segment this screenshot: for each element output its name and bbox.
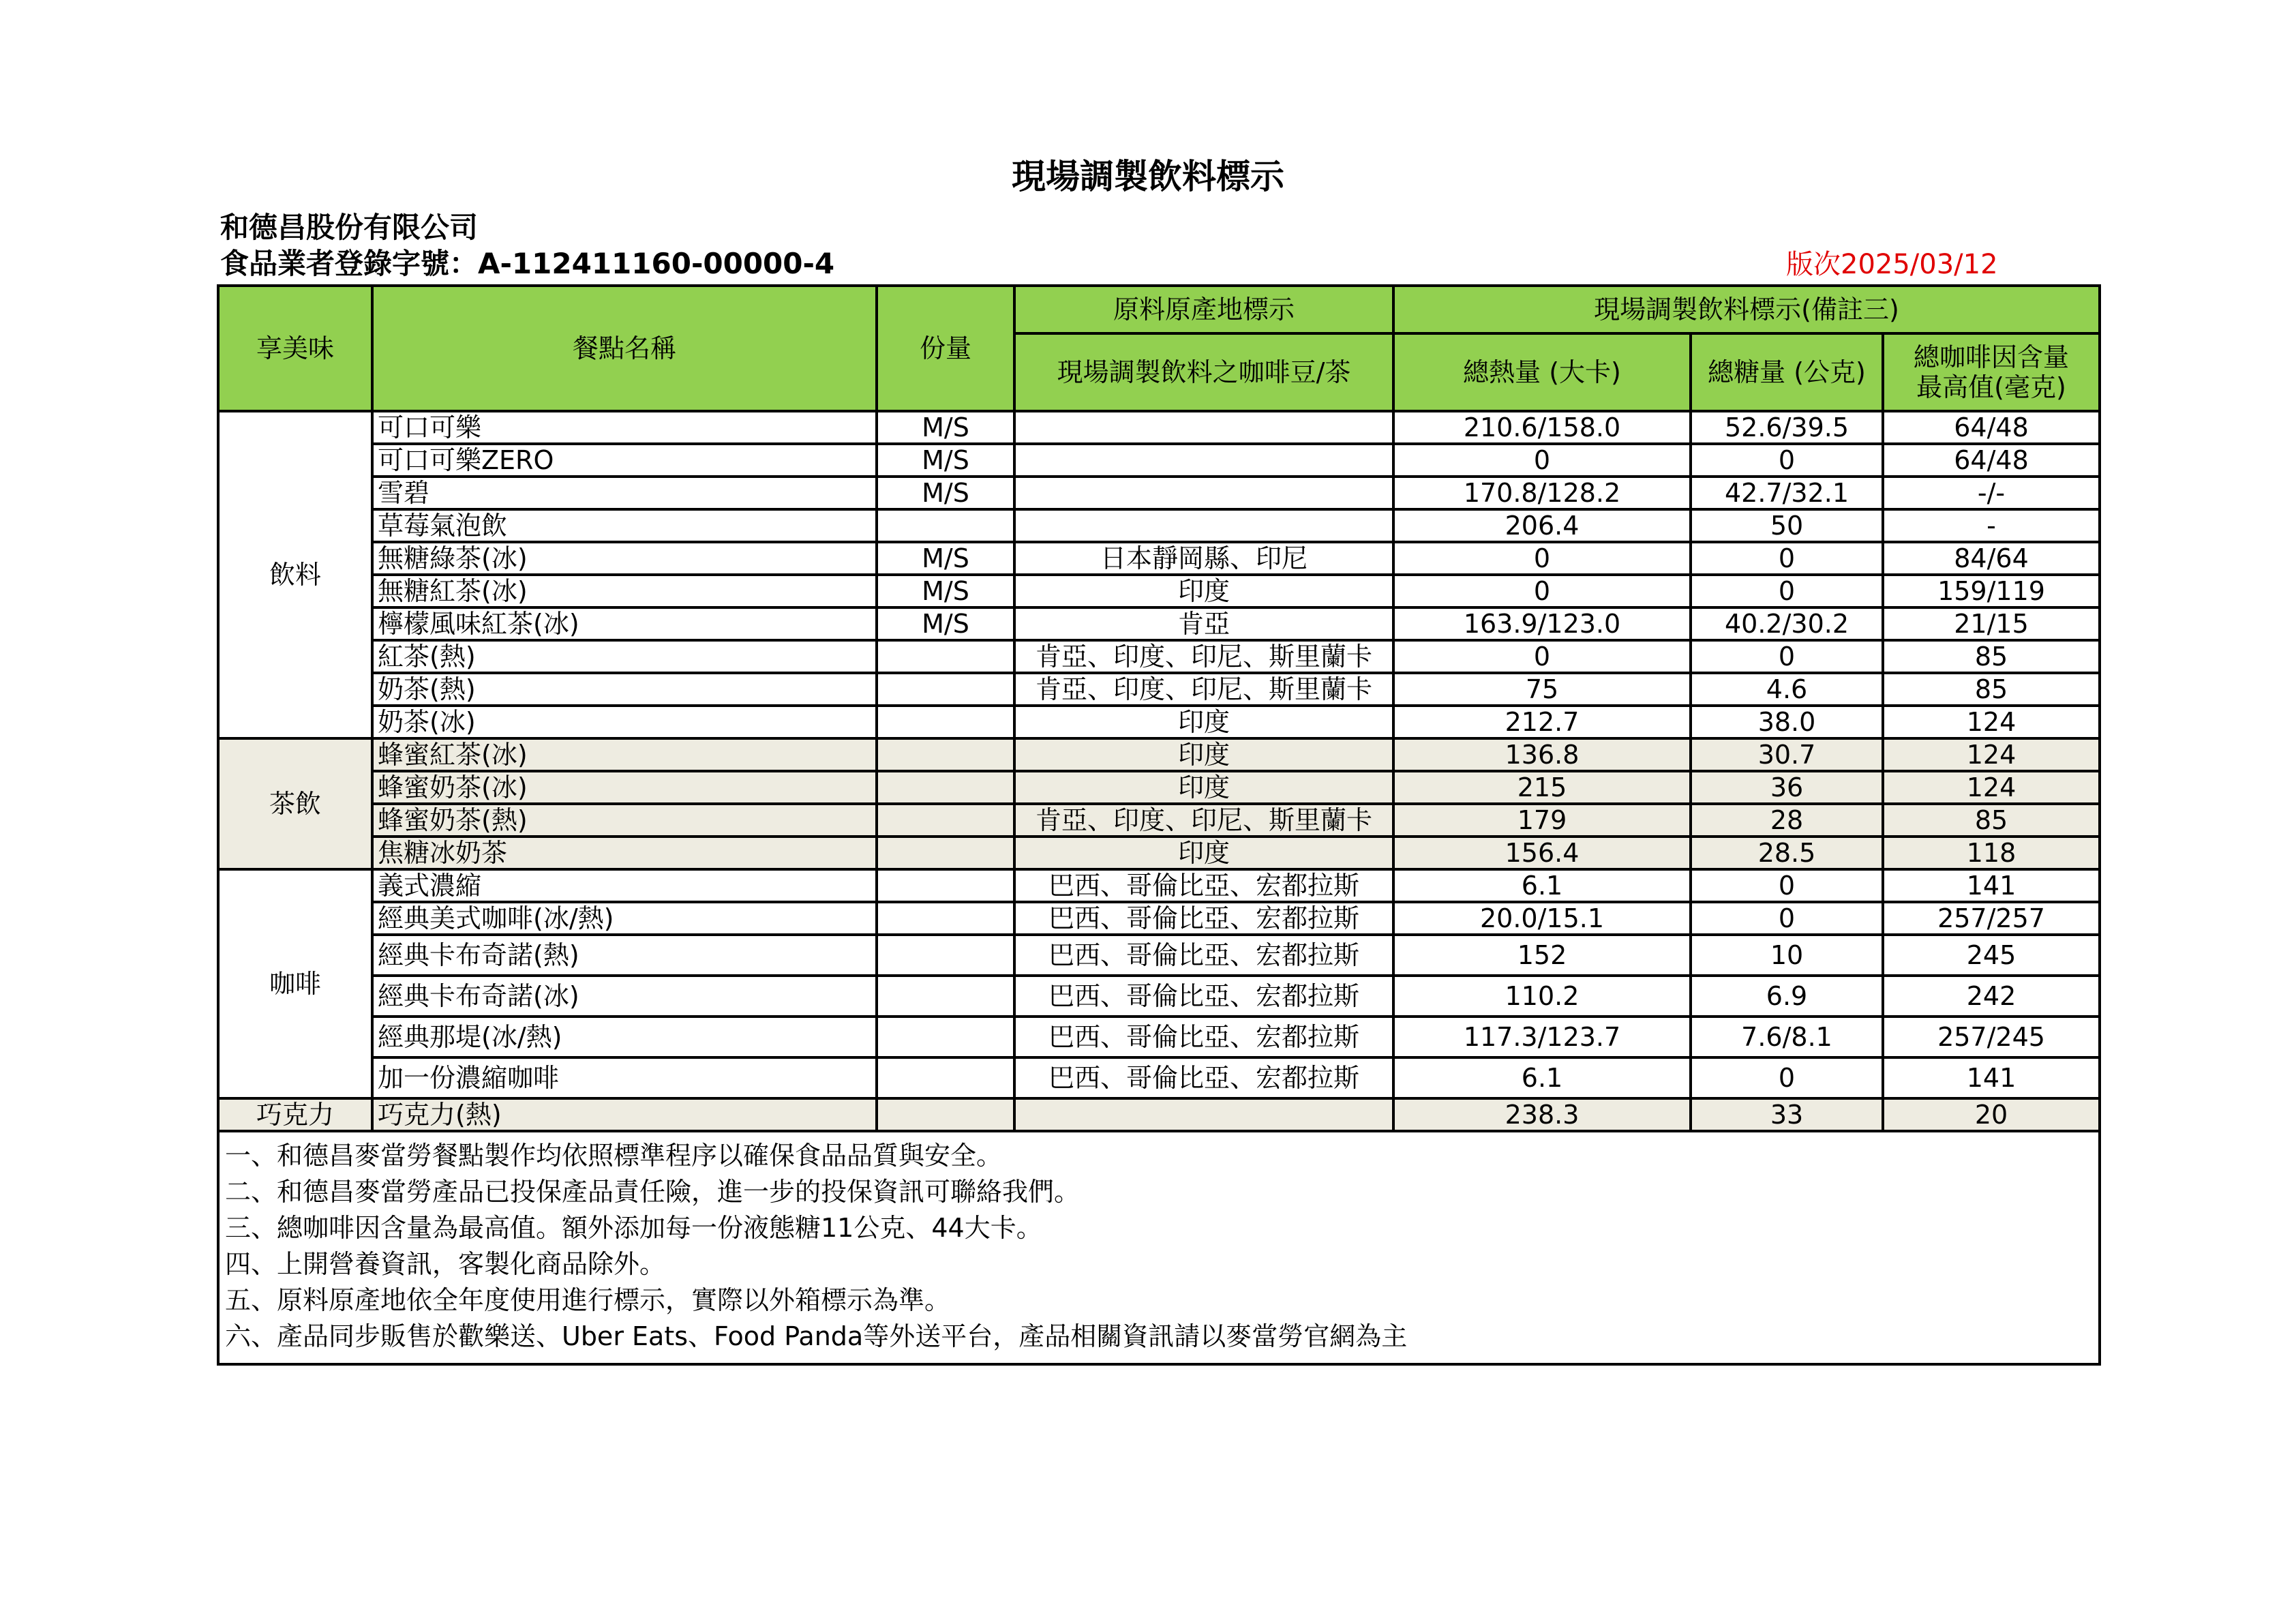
size-cell (877, 976, 1014, 1017)
registration-number: 食品業者登錄字號：A-112411160-00000-4 (220, 247, 835, 280)
sugar-cell: 0 (1691, 640, 1883, 673)
table-row (218, 1057, 2100, 1098)
calories-cell: 6.1 (1393, 1057, 1691, 1098)
caffeine-cell: 124 (1883, 771, 2100, 804)
table-row (218, 640, 2100, 673)
caffeine-cell: 159/119 (1883, 575, 2100, 607)
caffeine-cell: 257/257 (1883, 902, 2100, 935)
company-name: 和德昌股份有限公司 (220, 211, 479, 244)
calories-cell: 156.4 (1393, 837, 1691, 869)
note-item: 三、總咖啡因含量為最高值。額外添加每一份液態糖11公克、44大卡。 (225, 1213, 1042, 1243)
table-row (218, 706, 2100, 738)
sugar-cell: 0 (1691, 902, 1883, 935)
sugar-cell: 28 (1691, 804, 1883, 837)
header-sugar: 總糖量 (公克) (1691, 333, 1883, 411)
item-name-cell: 經典卡布奇諾(熱) (372, 935, 877, 976)
sugar-cell: 4.6 (1691, 673, 1883, 706)
sugar-cell: 50 (1691, 509, 1883, 542)
table-row (218, 869, 2100, 902)
sugar-cell: 38.0 (1691, 706, 1883, 738)
table-row (218, 804, 2100, 837)
caffeine-cell: 21/15 (1883, 607, 2100, 640)
origin-cell (1014, 477, 1393, 509)
origin-cell: 印度 (1014, 771, 1393, 804)
note-item: 六、產品同步販售於歡樂送、Uber Eats、Food Panda等外送平台，產品相關資訊請以麥當勞官網為主 (225, 1321, 1408, 1351)
sugar-cell: 30.7 (1691, 738, 1883, 771)
header-calories: 總熱量 (大卡) (1393, 333, 1691, 411)
item-name-cell: 奶茶(冰) (372, 706, 877, 738)
origin-cell: 巴西、哥倫比亞、宏都拉斯 (1014, 976, 1393, 1017)
size-cell (877, 1098, 1014, 1131)
origin-cell: 印度 (1014, 837, 1393, 869)
calories-cell: 0 (1393, 542, 1691, 575)
note-item: 二、和德昌麥當勞產品已投保產品責任險，進一步的投保資訊可聯絡我們。 (225, 1177, 1081, 1207)
nutrition-table (217, 284, 2101, 1366)
size-cell (877, 935, 1014, 976)
caffeine-cell: 118 (1883, 837, 2100, 869)
page-title: 現場調製飲料標示 (1012, 157, 1284, 196)
origin-cell: 巴西、哥倫比亞、宏都拉斯 (1014, 1057, 1393, 1098)
item-name-cell: 檸檬風味紅茶(冰) (372, 607, 877, 640)
header-caffeine (1883, 333, 2100, 411)
note-item: 四、上開營養資訊，客製化商品除外。 (225, 1249, 666, 1279)
size-cell: M/S (877, 575, 1014, 607)
calories-cell: 152 (1393, 935, 1691, 976)
sugar-cell: 0 (1691, 1057, 1883, 1098)
sugar-cell: 0 (1691, 444, 1883, 477)
item-name-cell: 經典卡布奇諾(冰) (372, 976, 877, 1017)
header-caffeine-line2: 最高值(毫克) (1916, 372, 2066, 402)
table-row (218, 1017, 2100, 1057)
size-cell (877, 706, 1014, 738)
size-cell (877, 902, 1014, 935)
table-row (218, 1098, 2100, 1131)
origin-cell (1014, 509, 1393, 542)
caffeine-cell: 257/245 (1883, 1017, 2100, 1057)
table-row (218, 444, 2100, 477)
sugar-cell: 42.7/32.1 (1691, 477, 1883, 509)
origin-cell (1014, 1098, 1393, 1131)
calories-cell: 20.0/15.1 (1393, 902, 1691, 935)
sugar-cell: 36 (1691, 771, 1883, 804)
caffeine-cell: 20 (1883, 1098, 2100, 1131)
caffeine-cell: 85 (1883, 640, 2100, 673)
item-name-cell: 蜂蜜奶茶(冰) (372, 771, 877, 804)
item-name-cell: 蜂蜜奶茶(熱) (372, 804, 877, 837)
size-cell (877, 869, 1014, 902)
sugar-cell: 7.6/8.1 (1691, 1017, 1883, 1057)
table-row (218, 575, 2100, 607)
calories-cell: 117.3/123.7 (1393, 1017, 1691, 1057)
caffeine-cell: 141 (1883, 1057, 2100, 1098)
header-size: 份量 (877, 286, 1014, 411)
table-row (218, 935, 2100, 976)
table-row (218, 673, 2100, 706)
item-name-cell: 雪碧 (372, 477, 877, 509)
size-cell (877, 1017, 1014, 1057)
calories-cell: 215 (1393, 771, 1691, 804)
category-cell: 茶飲 (218, 738, 372, 869)
calories-cell: 163.9/123.0 (1393, 607, 1691, 640)
calories-cell: 212.7 (1393, 706, 1691, 738)
item-name-cell: 加一份濃縮咖啡 (372, 1057, 877, 1098)
table-row (218, 542, 2100, 575)
caffeine-cell: -/- (1883, 477, 2100, 509)
item-name-cell: 經典那堤(冰/熱) (372, 1017, 877, 1057)
category-cell: 巧克力 (218, 1098, 372, 1131)
sugar-cell: 6.9 (1691, 976, 1883, 1017)
sugar-cell: 0 (1691, 542, 1883, 575)
origin-cell (1014, 444, 1393, 477)
item-name-cell: 巧克力(熱) (372, 1098, 877, 1131)
table-row (218, 771, 2100, 804)
sugar-cell: 10 (1691, 935, 1883, 976)
table-row (218, 976, 2100, 1017)
size-cell (877, 738, 1014, 771)
size-cell: M/S (877, 542, 1014, 575)
sugar-cell: 28.5 (1691, 837, 1883, 869)
calories-cell: 179 (1393, 804, 1691, 837)
origin-cell: 巴西、哥倫比亞、宏都拉斯 (1014, 869, 1393, 902)
table-row (218, 738, 2100, 771)
item-name-cell: 紅茶(熱) (372, 640, 877, 673)
item-name-cell: 蜂蜜紅茶(冰) (372, 738, 877, 771)
sugar-cell: 52.6/39.5 (1691, 411, 1883, 444)
caffeine-cell: 84/64 (1883, 542, 2100, 575)
caffeine-cell: 85 (1883, 804, 2100, 837)
header-origin-group: 原料原產地標示 (1014, 286, 1393, 333)
caffeine-cell: 124 (1883, 738, 2100, 771)
notes-row (218, 1131, 2100, 1364)
origin-cell: 日本靜岡縣、印尼 (1014, 542, 1393, 575)
origin-cell: 肯亞、印度、印尼、斯里蘭卡 (1014, 673, 1393, 706)
calories-cell: 170.8/128.2 (1393, 477, 1691, 509)
item-name-cell: 可口可樂ZERO (372, 444, 877, 477)
item-name-cell: 焦糖冰奶茶 (372, 837, 877, 869)
size-cell: M/S (877, 444, 1014, 477)
caffeine-cell: 245 (1883, 935, 2100, 976)
item-name-cell: 義式濃縮 (372, 869, 877, 902)
caffeine-cell: 64/48 (1883, 411, 2100, 444)
calories-cell: 6.1 (1393, 869, 1691, 902)
header-item-name: 餐點名稱 (372, 286, 877, 411)
item-name-cell: 可口可樂 (372, 411, 877, 444)
size-cell (877, 771, 1014, 804)
caffeine-cell: - (1883, 509, 2100, 542)
note-item: 一、和德昌麥當勞餐點製作均依照標準程序以確保食品品質與安全。 (225, 1141, 1003, 1171)
origin-cell: 巴西、哥倫比亞、宏都拉斯 (1014, 902, 1393, 935)
origin-cell: 巴西、哥倫比亞、宏都拉斯 (1014, 1017, 1393, 1057)
caffeine-cell: 242 (1883, 976, 2100, 1017)
origin-cell: 印度 (1014, 575, 1393, 607)
calories-cell: 0 (1393, 444, 1691, 477)
caffeine-cell: 85 (1883, 673, 2100, 706)
sugar-cell: 40.2/30.2 (1691, 607, 1883, 640)
table-row (218, 902, 2100, 935)
header-origin: 現場調製飲料之咖啡豆/茶 (1014, 333, 1393, 411)
category-cell: 咖啡 (218, 869, 372, 1098)
table-row (218, 477, 2100, 509)
item-name-cell: 奶茶(熱) (372, 673, 877, 706)
calories-cell: 0 (1393, 640, 1691, 673)
table-row (218, 607, 2100, 640)
caffeine-cell: 124 (1883, 706, 2100, 738)
size-cell (877, 837, 1014, 869)
category-cell: 飲料 (218, 411, 372, 738)
calories-cell: 0 (1393, 575, 1691, 607)
calories-cell: 136.8 (1393, 738, 1691, 771)
header-label-group: 現場調製飲料標示(備註三) (1393, 286, 2100, 333)
calories-cell: 206.4 (1393, 509, 1691, 542)
table-row (218, 411, 2100, 444)
sugar-cell: 33 (1691, 1098, 1883, 1131)
item-name-cell: 無糖綠茶(冰) (372, 542, 877, 575)
size-cell (877, 673, 1014, 706)
calories-cell: 110.2 (1393, 976, 1691, 1017)
size-cell: M/S (877, 607, 1014, 640)
item-name-cell: 無糖紅茶(冰) (372, 575, 877, 607)
header-caffeine-line1: 總咖啡因含量 (1913, 342, 2069, 372)
version-date: 版次2025/03/12 (1786, 249, 1998, 280)
size-cell (877, 1057, 1014, 1098)
note-item: 五、原料原產地依全年度使用進行標示，實際以外箱標示為準。 (225, 1285, 951, 1315)
item-name-cell: 經典美式咖啡(冰/熱) (372, 902, 877, 935)
calories-cell: 210.6/158.0 (1393, 411, 1691, 444)
calories-cell: 238.3 (1393, 1098, 1691, 1131)
size-cell: M/S (877, 411, 1014, 444)
header-category: 享美味 (218, 286, 372, 411)
caffeine-cell: 64/48 (1883, 444, 2100, 477)
size-cell (877, 640, 1014, 673)
origin-cell: 巴西、哥倫比亞、宏都拉斯 (1014, 935, 1393, 976)
size-cell (877, 804, 1014, 837)
sugar-cell: 0 (1691, 575, 1883, 607)
origin-cell: 肯亞、印度、印尼、斯里蘭卡 (1014, 804, 1393, 837)
caffeine-cell: 141 (1883, 869, 2100, 902)
origin-cell: 肯亞 (1014, 607, 1393, 640)
origin-cell (1014, 411, 1393, 444)
sugar-cell: 0 (1691, 869, 1883, 902)
calories-cell: 75 (1393, 673, 1691, 706)
item-name-cell: 草莓氣泡飲 (372, 509, 877, 542)
origin-cell: 印度 (1014, 706, 1393, 738)
origin-cell: 肯亞、印度、印尼、斯里蘭卡 (1014, 640, 1393, 673)
notes-cell (218, 1131, 2100, 1364)
size-cell: M/S (877, 477, 1014, 509)
table-row (218, 509, 2100, 542)
origin-cell: 印度 (1014, 738, 1393, 771)
table-row (218, 837, 2100, 869)
size-cell (877, 509, 1014, 542)
